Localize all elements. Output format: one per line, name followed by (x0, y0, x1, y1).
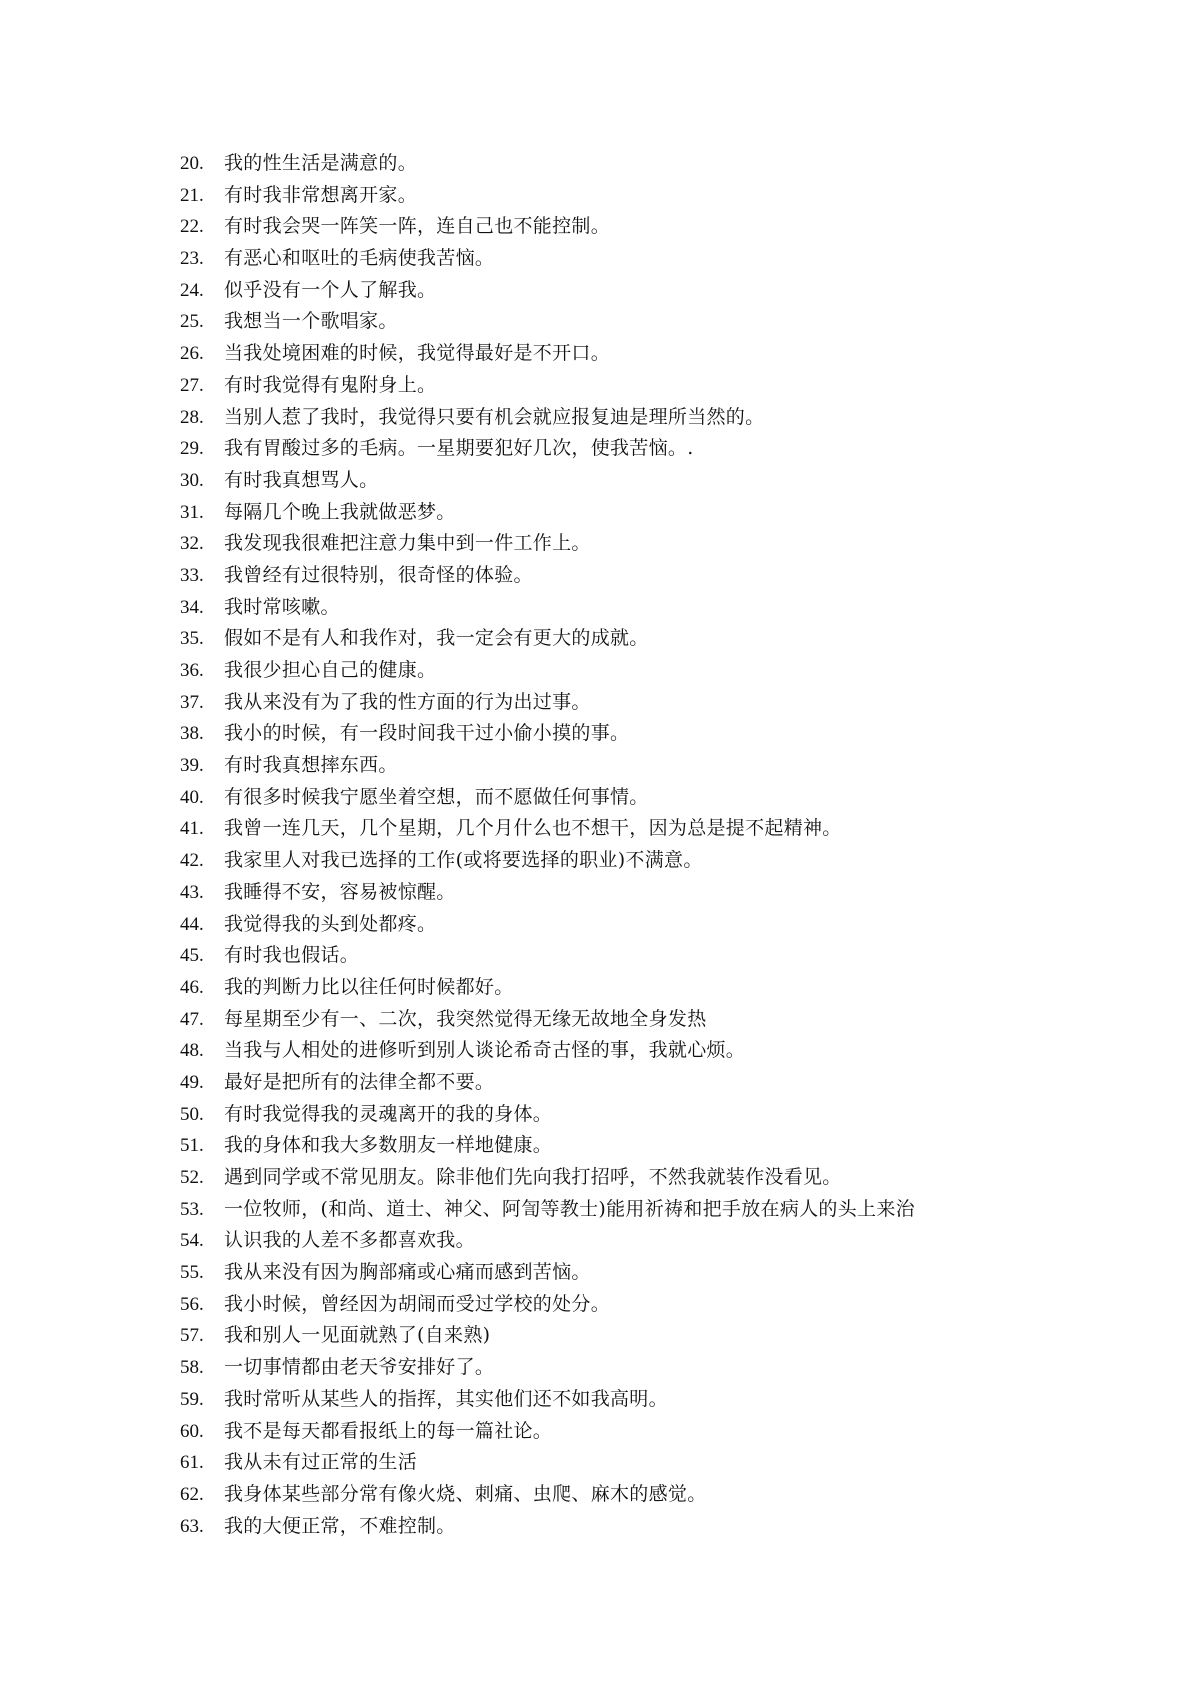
list-item (180, 592, 1140, 624)
list-item (180, 1416, 1140, 1448)
item-number: 51. (180, 1135, 204, 1157)
item-text: 我睡得不安，容易被惊醒。 (224, 880, 456, 903)
list-item (180, 972, 1140, 1004)
item-text: 有时我真想骂人。 (224, 468, 379, 491)
item-text: 我很少担心自己的健康。 (224, 659, 437, 681)
list-item (180, 560, 1140, 592)
list-item (180, 528, 1140, 560)
item-text: 有时我真想摔东西。 (224, 754, 398, 777)
item-text: 有时我觉得我的灵魂离开的我的身体。 (224, 1102, 553, 1125)
item-text: 最好是把所有的法律全都不要。 (224, 1070, 495, 1093)
item-text: 我有胃酸过多的毛病。一星期要犯好几次，使我苦恼。. (224, 437, 694, 460)
item-number: 30. (180, 469, 204, 491)
list-item (180, 1384, 1140, 1416)
item-number: 27. (180, 374, 204, 396)
item-number: 41. (180, 818, 204, 840)
item-text: 我的身体和我大多数朋友一样地健康。 (224, 1134, 553, 1157)
list-item (180, 1479, 1140, 1511)
item-text: 我家里人对我已选择的工作(或将要选择的职业)不满意。 (224, 849, 703, 872)
item-number: 58. (180, 1357, 204, 1379)
item-number: 63. (180, 1515, 204, 1537)
item-text: 有时我非常想离开家。 (224, 183, 418, 206)
item-number: 46. (180, 976, 204, 998)
list-item (180, 1067, 1140, 1099)
item-number: 31. (180, 501, 204, 523)
item-text: 遇到同学或不常见朋友。除非他们先向我打招呼，不然我就装作没看见。 (224, 1166, 842, 1188)
item-text: 我时常咳嗽。 (224, 595, 340, 618)
list-item (180, 750, 1140, 782)
item-number: 28. (180, 406, 204, 428)
list-item (180, 1511, 1140, 1543)
list-item (180, 243, 1140, 275)
list-item (180, 433, 1140, 465)
list-item (180, 1099, 1140, 1131)
list-item (180, 655, 1140, 687)
item-number: 43. (180, 881, 204, 903)
list-item (180, 1447, 1140, 1479)
list-item (180, 180, 1140, 212)
item-text: 我觉得我的头到处都疼。 (224, 912, 437, 935)
item-text: 我不是每天都看报纸上的每一篇社论。 (224, 1419, 553, 1442)
item-text: 每隔几个晚上我就做恶梦。 (224, 500, 456, 523)
item-number: 48. (180, 1040, 204, 1062)
list-item (180, 497, 1140, 529)
list-item (180, 402, 1140, 434)
item-number: 37. (180, 691, 204, 713)
item-text: 我小的时候，有一段时间我干过小偷小摸的事。 (224, 722, 630, 745)
item-number: 24. (180, 279, 204, 301)
item-text: 似乎没有一个人了解我。 (224, 278, 437, 301)
item-number: 32. (180, 533, 204, 555)
item-text: 我想当一个歌唱家。 (224, 310, 398, 333)
item-number: 44. (180, 913, 204, 935)
item-number: 38. (180, 723, 204, 745)
item-text: 我曾一连几天，几个星期，几个月什么也不想干，因为总是提不起精神。 (224, 817, 842, 840)
questionnaire-list (180, 148, 1140, 1542)
item-number: 21. (180, 184, 204, 206)
item-text: 假如不是有人和我作对，我一定会有更大的成就。 (224, 627, 649, 650)
list-item (180, 1004, 1140, 1036)
item-text: 我曾经有过很特别，很奇怪的体验。 (224, 563, 533, 586)
list-item (180, 1320, 1140, 1352)
item-number: 52. (180, 1167, 204, 1188)
item-number: 40. (180, 786, 204, 808)
list-item (180, 148, 1140, 180)
item-number: 22. (180, 216, 204, 238)
item-number: 56. (180, 1293, 204, 1315)
item-text: 有时我会哭一阵笑一阵，连自己也不能控制。 (224, 215, 611, 238)
item-number: 45. (180, 945, 204, 967)
item-text: 我从来没有为了我的性方面的行为出过事。 (224, 690, 591, 713)
item-text: 我身体某些部分常有像火烧、刺痛、虫爬、麻木的感觉。 (224, 1482, 707, 1505)
item-text: 我的大便正常，不难控制。 (224, 1514, 456, 1537)
item-text: 当别人惹了我时，我觉得只要有机会就应报复迪是理所当然的。 (224, 405, 765, 428)
item-number: 54. (180, 1230, 204, 1252)
item-text: 我小时候，曾经因为胡闹而受过学校的处分。 (224, 1292, 611, 1315)
list-item (180, 623, 1140, 655)
list-item (180, 782, 1140, 814)
item-number: 26. (180, 343, 204, 365)
list-item (180, 718, 1140, 750)
item-number: 23. (180, 248, 204, 270)
list-item (180, 877, 1140, 909)
item-text: 我从未有过正常的生活 (224, 1451, 418, 1474)
item-text: 当我处境困难的时候，我觉得最好是不开口。 (224, 342, 611, 365)
item-text: 认识我的人差不多都喜欢我。 (224, 1229, 475, 1252)
item-text: 有时我觉得有鬼附身上。 (224, 373, 437, 396)
item-number: 49. (180, 1071, 204, 1093)
item-number: 33. (180, 564, 204, 586)
item-number: 29. (180, 438, 204, 460)
item-number: 53. (180, 1198, 204, 1220)
item-number: 35. (180, 628, 204, 650)
item-text: 有恶心和呕吐的毛病使我苦恼。 (224, 247, 495, 270)
item-text: 我的判断力比以往任何时候都好。 (224, 975, 514, 998)
item-number: 42. (180, 850, 204, 872)
list-item (180, 465, 1140, 497)
item-number: 59. (180, 1388, 204, 1410)
item-text: 一位牧师，(和尚、道士、神父、阿訇等教士)能用祈祷和把手放在病人的头上来治 (224, 1197, 915, 1220)
item-number: 50. (180, 1103, 204, 1125)
list-item (180, 687, 1140, 719)
item-text: 我从来没有因为胸部痛或心痛而感到苦恼。 (224, 1261, 591, 1284)
list-item (180, 1352, 1140, 1384)
list-item (180, 845, 1140, 877)
item-number: 20. (180, 153, 204, 174)
item-text: 我时常听从某些人的指挥，其实他们还不如我高明。 (224, 1387, 668, 1410)
list-item (180, 940, 1140, 972)
list-item (180, 1194, 1140, 1226)
item-number: 25. (180, 311, 204, 333)
item-number: 36. (180, 660, 204, 681)
list-item (180, 1162, 1140, 1194)
item-text: 一切事情都由老天爷安排好了。 (224, 1356, 495, 1379)
list-item (180, 306, 1140, 338)
item-text: 我和别人一见面就熟了(自来熟) (224, 1324, 491, 1347)
item-number: 34. (180, 596, 204, 618)
list-item (180, 1035, 1140, 1067)
list-item (180, 1289, 1140, 1321)
item-text: 我的性生活是满意的。 (224, 152, 418, 174)
list-item (180, 211, 1140, 243)
list-item (180, 1257, 1140, 1289)
item-number: 39. (180, 755, 204, 777)
list-item (180, 338, 1140, 370)
list-item (180, 1225, 1140, 1257)
list-item (180, 813, 1140, 845)
item-number: 55. (180, 1262, 204, 1284)
item-text: 我发现我很难把注意力集中到一件工作上。 (224, 532, 591, 555)
list-item (180, 275, 1140, 307)
item-text: 当我与人相处的进修听到别人谈论希奇古怪的事，我就心烦。 (224, 1039, 746, 1062)
item-text: 有时我也假话。 (224, 944, 360, 967)
item-number: 57. (180, 1325, 204, 1347)
item-number: 62. (180, 1483, 204, 1505)
item-number: 60. (180, 1420, 204, 1442)
list-item (180, 909, 1140, 941)
item-text: 有很多时候我宁愿坐着空想，而不愿做任何事情。 (224, 785, 649, 808)
list-item (180, 370, 1140, 402)
item-text: 每星期至少有一、二次，我突然觉得无缘无故地全身发热 (224, 1007, 707, 1030)
item-number: 47. (180, 1008, 204, 1030)
item-number: 61. (180, 1452, 204, 1474)
list-item (180, 1130, 1140, 1162)
